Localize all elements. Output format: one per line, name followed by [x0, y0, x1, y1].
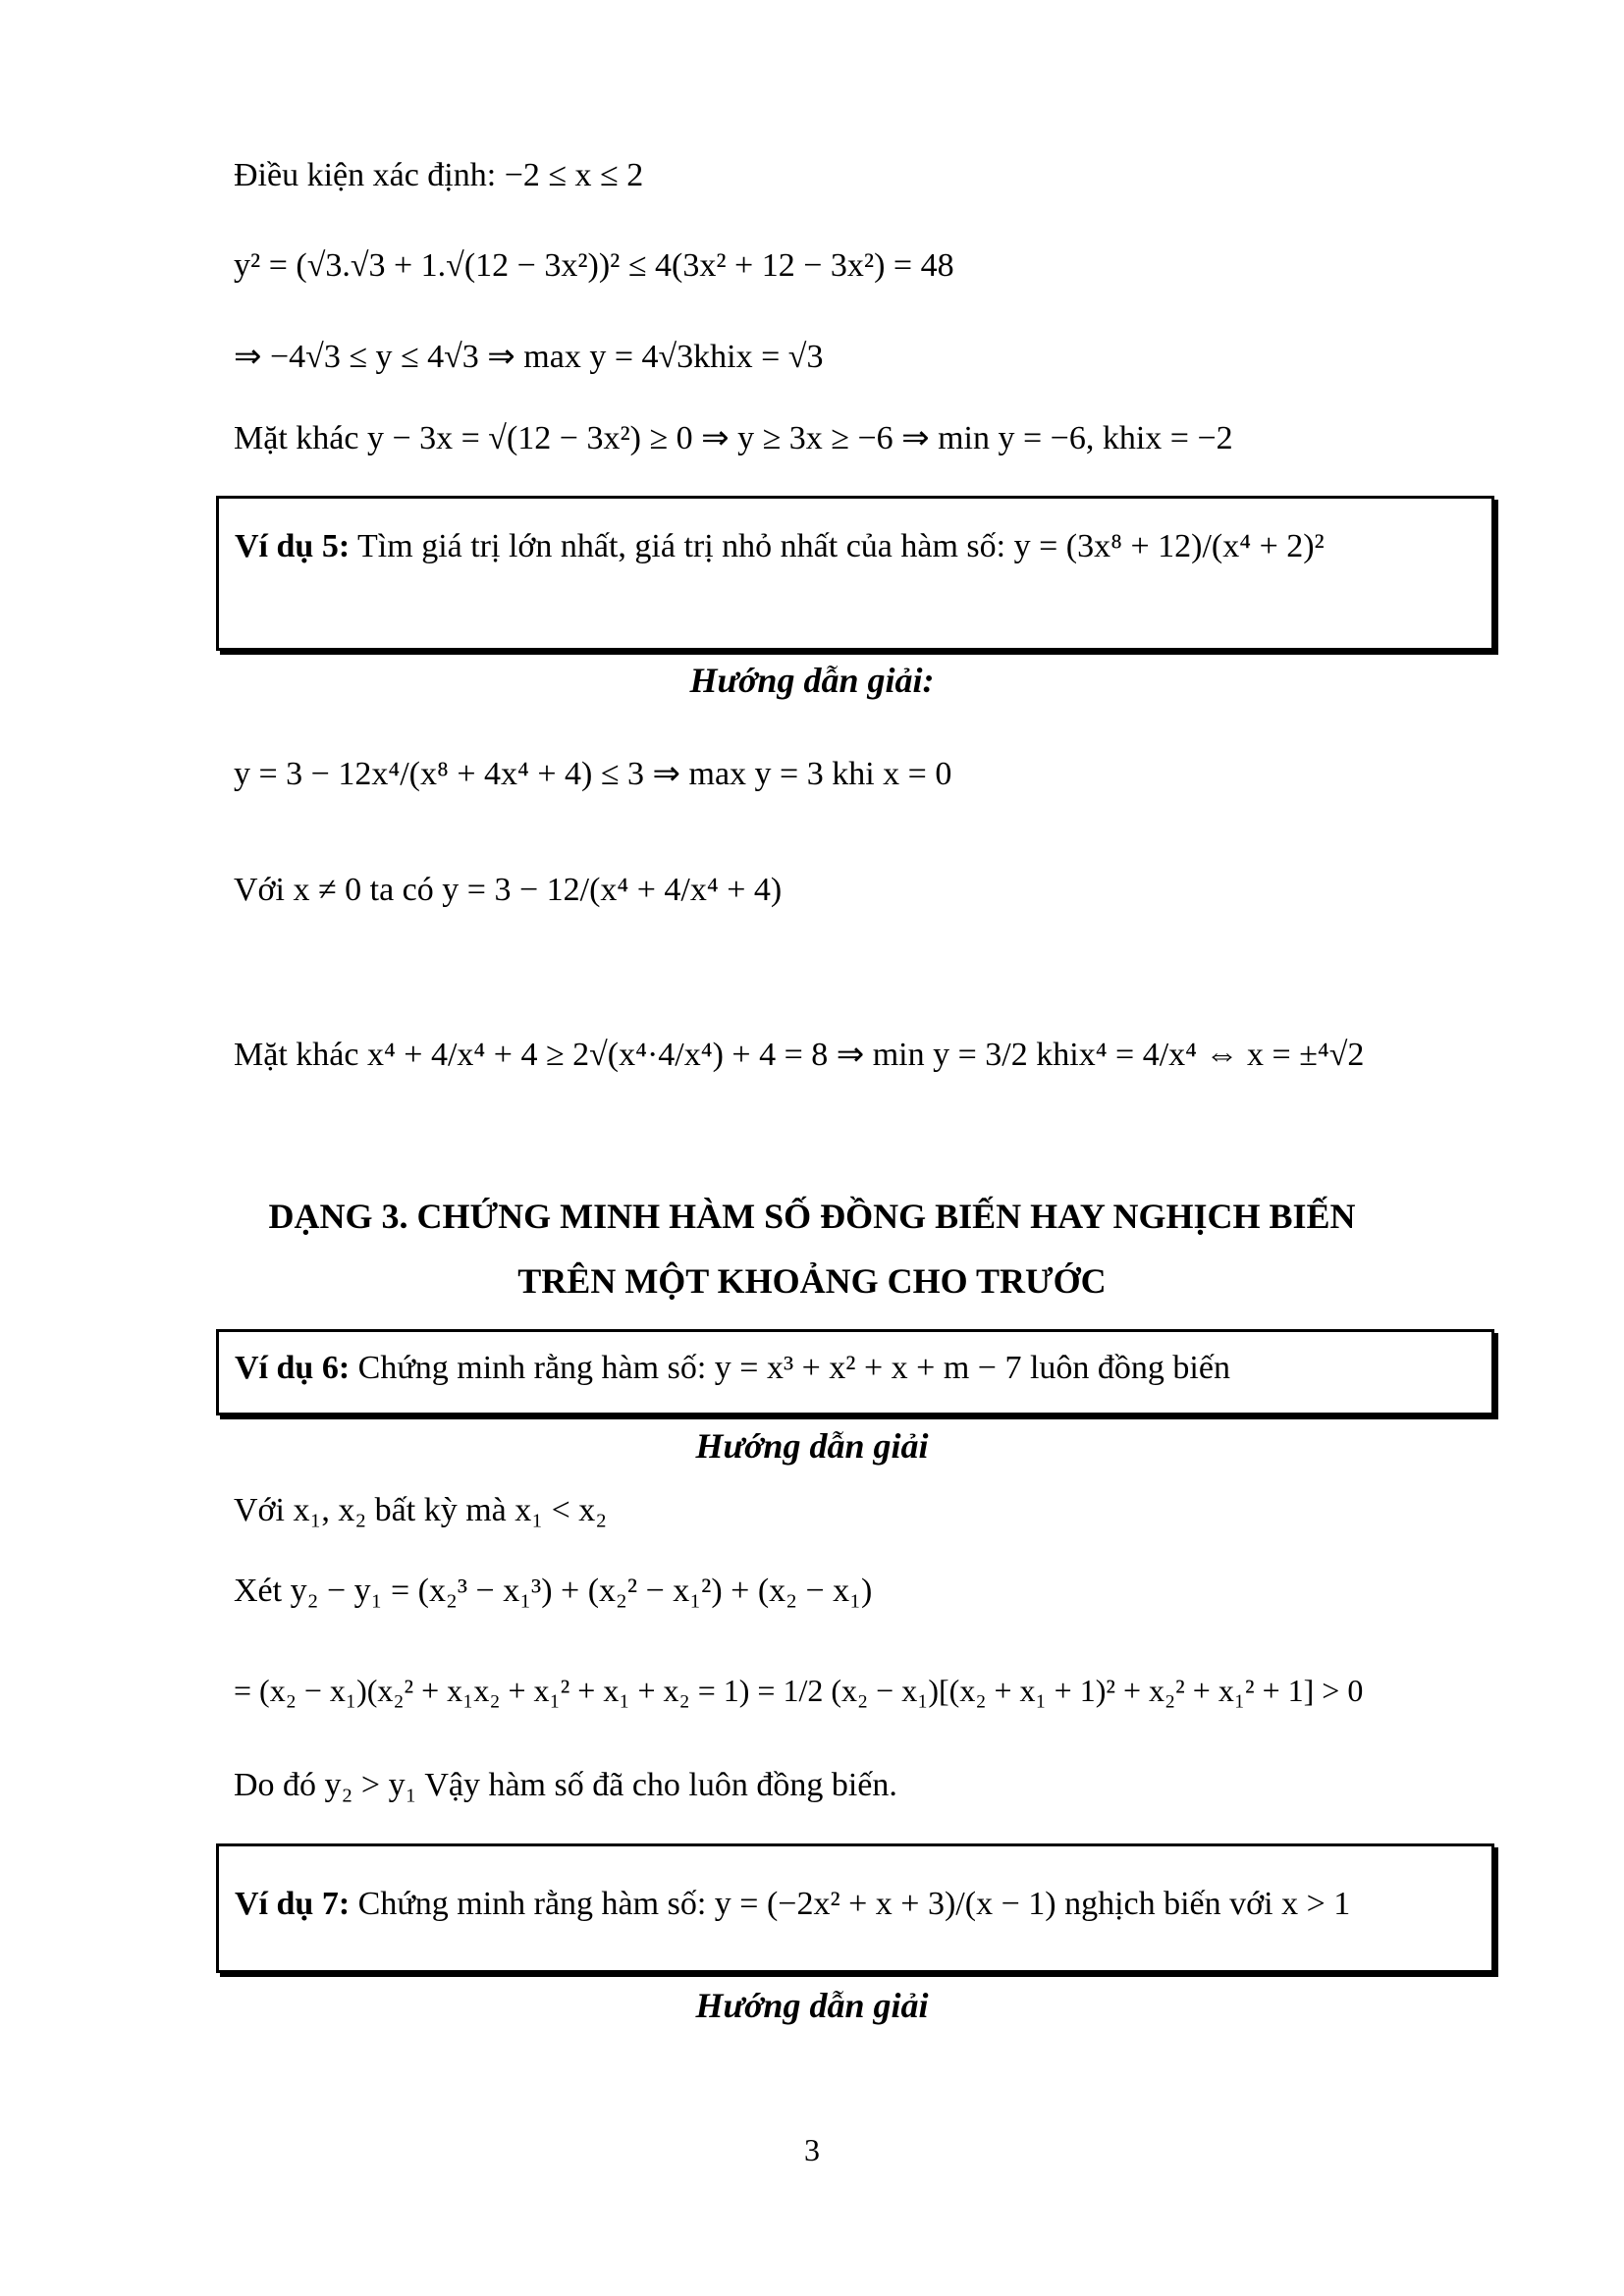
line-factorization: = (x₂ − x₁)(x₂² + x₁x₂ + x₁² + x₁ + x₂ = 1) = 1/2 (x₂ − x₁)[(x₂ + x₁ + 1)² + x₂² + x₁² + 1] > 0 [234, 1673, 1364, 1708]
example-7-text: Chứng minh rằng hàm số: y = (−2x² + x + 3)/(x − 1) nghịch biến với x > 1 [357, 1886, 1351, 1922]
example-7-box [216, 1843, 1494, 1973]
line-y-rewrite: Với x ≠ 0 ta có y = 3 − 12/(x⁴ + 4/x⁴ + 4) [234, 872, 783, 908]
example-6-box [216, 1329, 1494, 1415]
line-conclusion: Do đó y₂ > y₁ Vậy hàm số đã cho luôn đồng biến. [234, 1767, 897, 1803]
line-difference: Xét y₂ − y₁ = (x₂³ − x₁³) + (x₂² − x₁²) + (x₂ − x₁) [234, 1573, 873, 1609]
section-heading-line1: DẠNG 3. CHỨNG MINH HÀM SỐ ĐỒNG BIẾN HAY NGHỊCH BIẾN [268, 1197, 1356, 1236]
line-inequality-1: y² = (√3.√3 + 1.√(12 − 3x²))² ≤ 4(3x² + 12 − 3x²) = 48 [234, 247, 954, 284]
guide-heading-6: Hướng dẫn giải [695, 1426, 929, 1466]
example-6-text: Chứng minh rằng hàm số: y = x³ + x² + x + m − 7 luôn đồng biến [357, 1350, 1230, 1386]
line-x1-x2: Với x₁, x₂ bất kỳ mà x₁ < x₂ [234, 1492, 608, 1528]
line-domain: Điều kiện xác định: −2 ≤ x ≤ 2 [234, 157, 644, 193]
page-number: 3 [804, 2132, 820, 2167]
line-min: Mặt khác y − 3x = √(12 − 3x²) ≥ 0 ⇒ y ≥ 3x ≥ −6 ⇒ min y = −6, khix = −2 [234, 420, 1233, 456]
guide-heading-5: Hướng dẫn giải: [689, 661, 935, 700]
line-y-min: Mặt khác x⁴ + 4/x⁴ + 4 ≥ 2√(x⁴·4/x⁴) + 4 = 8 ⇒ min y = 3/2 khix⁴ = 4/x⁴ ⇔ x = ±⁴√2 [234, 1037, 1365, 1073]
example-7-label: Ví dụ 7: [235, 1886, 351, 1922]
example-5-text: Tìm giá trị lớn nhất, giá trị nhỏ nhất của hàm số: y = (3x⁸ + 12)/(x⁴ + 2)² [357, 528, 1325, 564]
example-5-box [216, 496, 1494, 651]
example-5-label: Ví dụ 5: [235, 528, 351, 564]
line-y-max: y = 3 − 12x⁴/(x⁸ + 4x⁴ + 4) ≤ 3 ⇒ max y = 3 khi x = 0 [234, 756, 952, 792]
guide-heading-7: Hướng dẫn giải [695, 1986, 929, 2025]
line-max: ⇒ −4√3 ≤ y ≤ 4√3 ⇒ max y = 4√3khix = √3 [234, 339, 824, 375]
section-heading-line2: TRÊN MỘT KHOẢNG CHO TRƯỚC [517, 1261, 1107, 1301]
example-6-label: Ví dụ 6: [235, 1350, 351, 1386]
